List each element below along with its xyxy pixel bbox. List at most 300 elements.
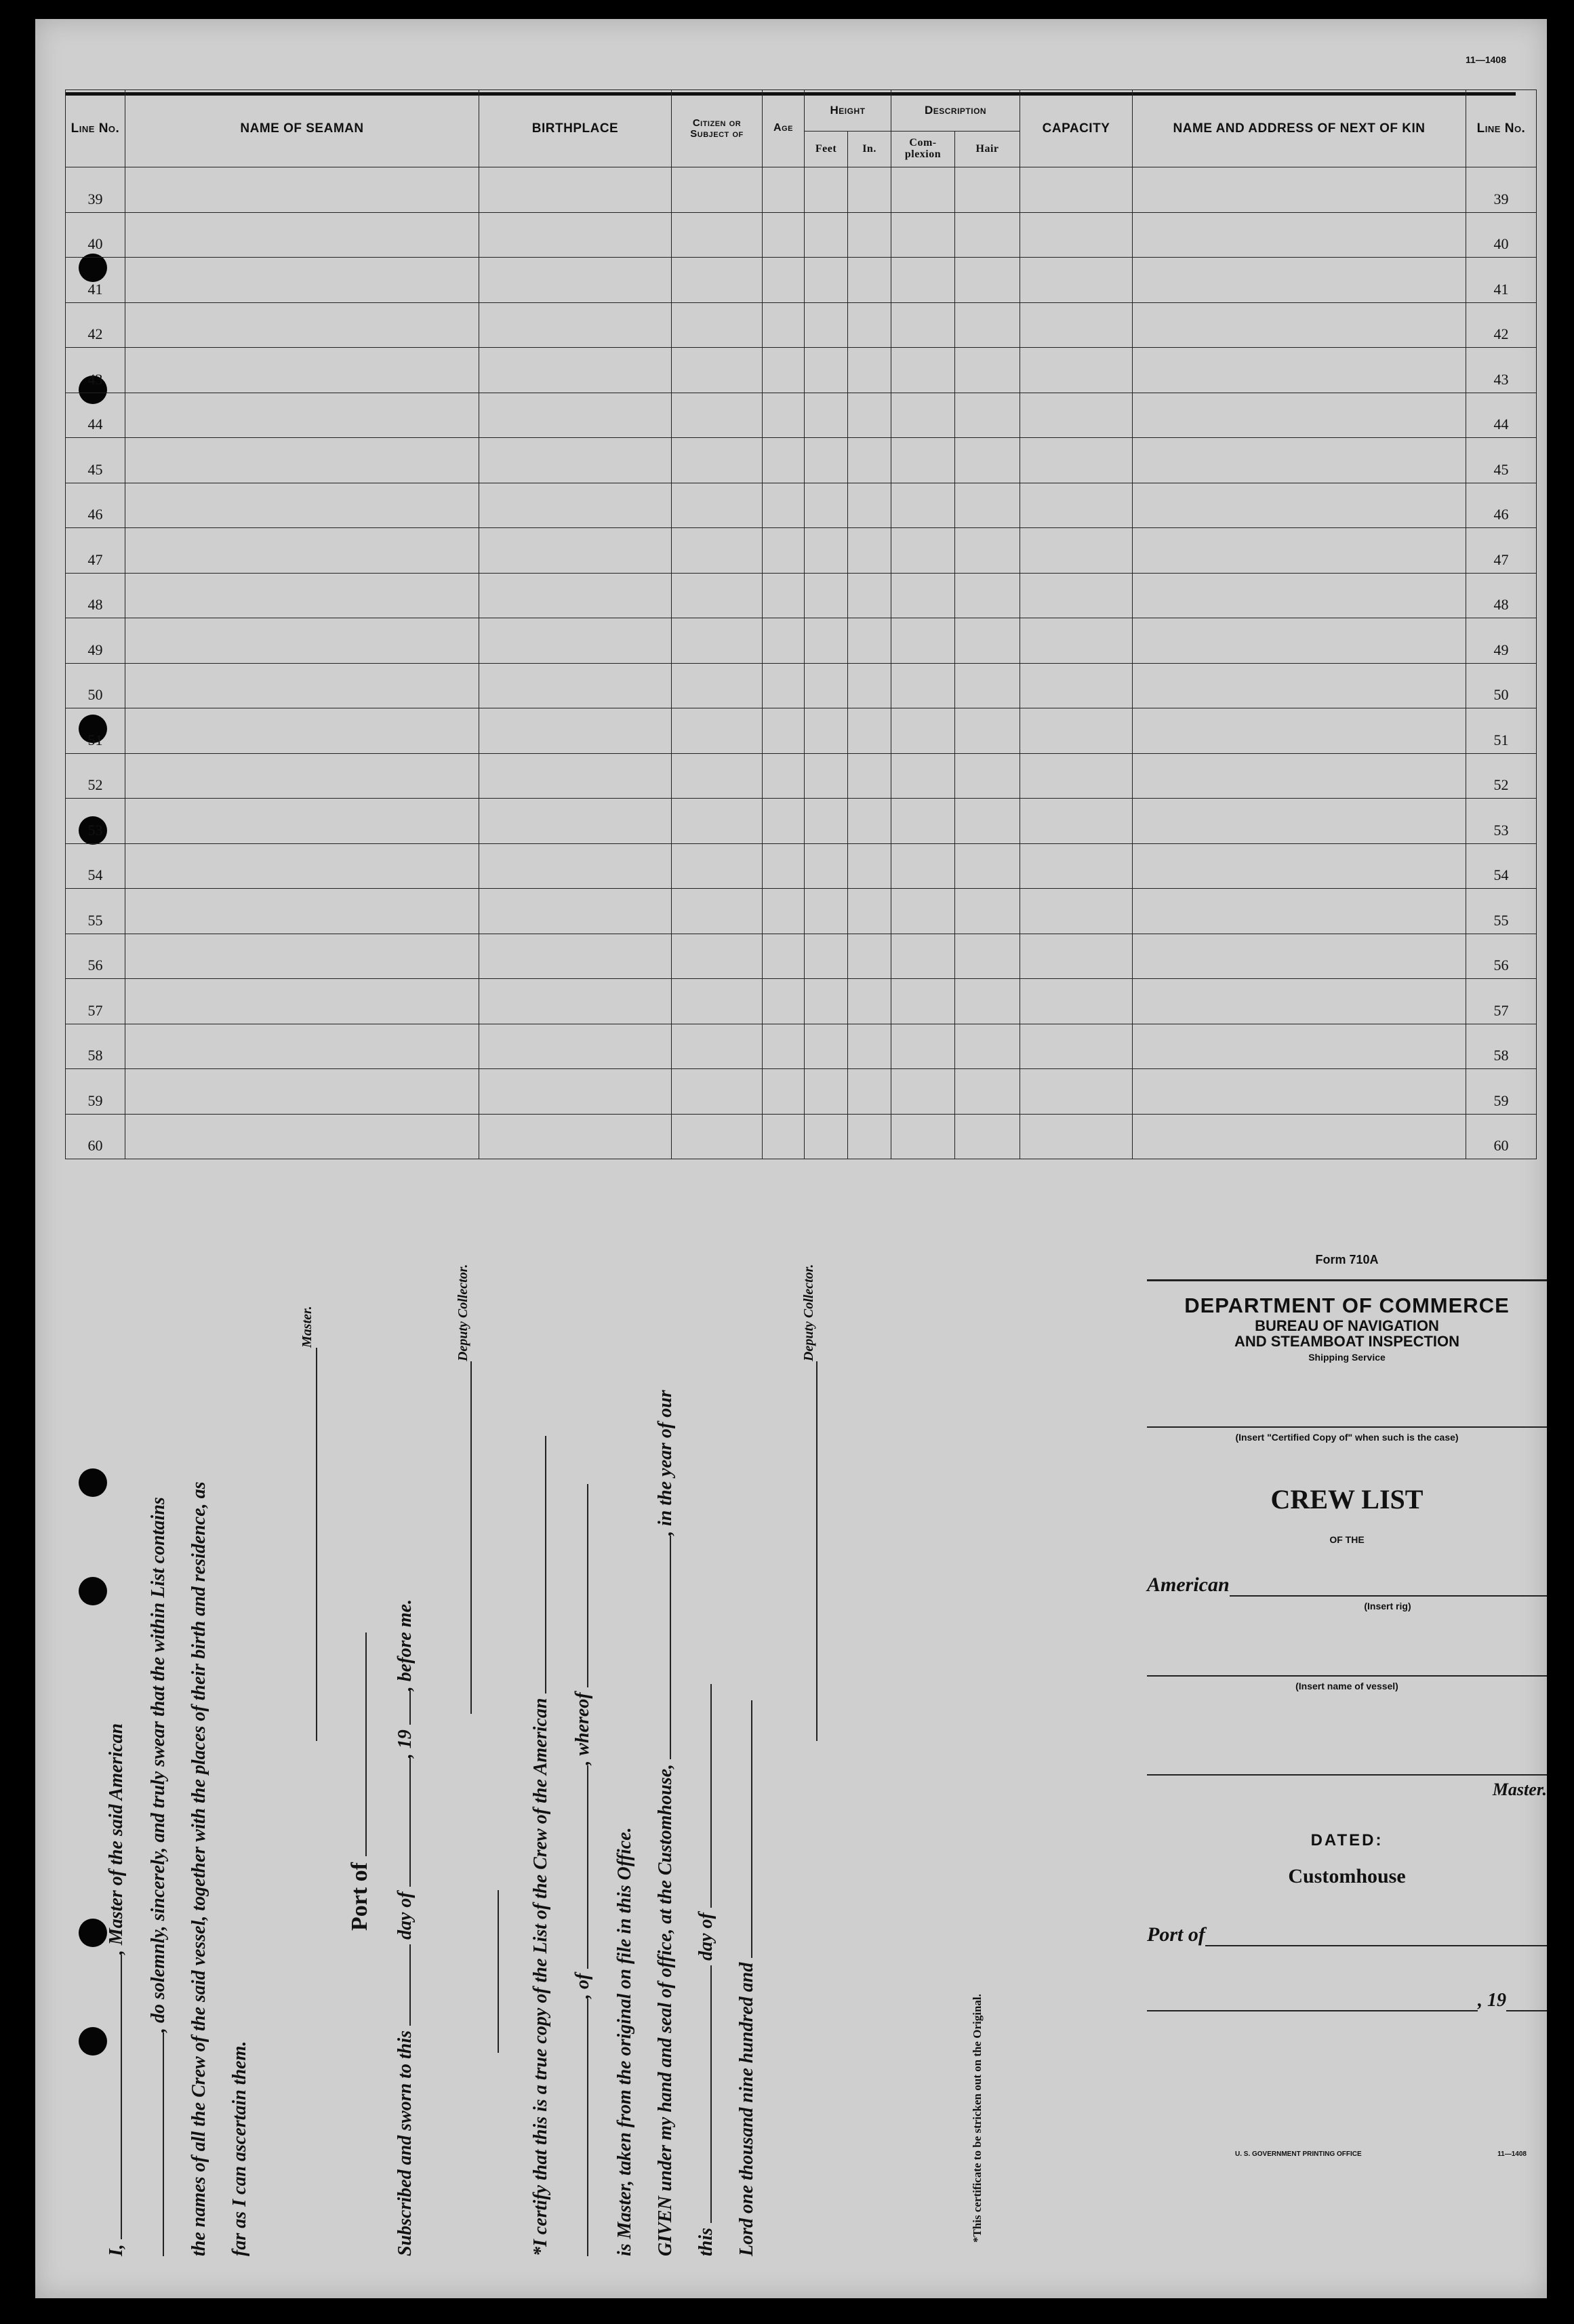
entry-cell[interactable]: [1133, 708, 1466, 754]
entry-cell[interactable]: [805, 753, 848, 799]
panel-year-blank: [1506, 1987, 1547, 2011]
entry-cell[interactable]: [672, 258, 763, 303]
line-number-right: 49: [1466, 618, 1537, 664]
customhouse-label: Customhouse: [1288, 1865, 1406, 1888]
entry-cell[interactable]: [479, 438, 672, 483]
entry-cell[interactable]: [891, 1024, 955, 1069]
entry-cell[interactable]: [1020, 212, 1133, 258]
entry-cell[interactable]: [955, 889, 1020, 934]
table-row: [66, 258, 1537, 303]
entry-cell[interactable]: [891, 212, 955, 258]
this-text-b: day of: [695, 1912, 717, 1961]
cert-text-b: , of: [572, 1973, 593, 1999]
entry-cell[interactable]: [672, 618, 763, 664]
entry-cell[interactable]: [672, 1114, 763, 1159]
entry-cell[interactable]: [763, 212, 805, 258]
entry-cell[interactable]: [891, 348, 955, 393]
entry-cell[interactable]: [1020, 167, 1133, 213]
entry-cell[interactable]: [672, 528, 763, 574]
entry-cell[interactable]: [848, 167, 891, 213]
entry-cell[interactable]: [479, 1069, 672, 1115]
entry-cell[interactable]: [763, 258, 805, 303]
entry-cell[interactable]: [763, 663, 805, 708]
entry-cell[interactable]: [848, 302, 891, 348]
entry-cell[interactable]: [672, 302, 763, 348]
entry-cell[interactable]: [955, 1114, 1020, 1159]
entry-cell[interactable]: [1020, 483, 1133, 528]
entry-cell[interactable]: [955, 708, 1020, 754]
master-label: Master.: [300, 1306, 315, 1348]
entry-cell[interactable]: [763, 1114, 805, 1159]
line-number-right: 48: [1466, 573, 1537, 618]
entry-cell[interactable]: [763, 438, 805, 483]
entry-cell[interactable]: [848, 934, 891, 979]
entry-cell[interactable]: [848, 799, 891, 844]
entry-cell[interactable]: [891, 889, 955, 934]
cert-line-2: [572, 1484, 594, 2256]
entry-cell[interactable]: [672, 843, 763, 889]
table-row: [66, 302, 1537, 348]
insert-name-note: (Insert name of vessel): [1295, 1681, 1398, 1692]
line-number-left: 43: [66, 348, 125, 393]
entry-cell[interactable]: [891, 438, 955, 483]
entry-cell[interactable]: [848, 618, 891, 664]
entry-cell[interactable]: [479, 753, 672, 799]
entry-cell[interactable]: [125, 258, 479, 303]
entry-cell[interactable]: [763, 1024, 805, 1069]
header-line-no: Line No.: [66, 90, 125, 167]
entry-cell[interactable]: [848, 1114, 891, 1159]
entry-cell[interactable]: [479, 302, 672, 348]
line-number-left: 45: [66, 438, 125, 483]
line-number-right: 54: [1466, 843, 1537, 889]
entry-cell[interactable]: [1020, 979, 1133, 1024]
header-capacity: CAPACITY: [1020, 90, 1133, 167]
entry-cell[interactable]: [479, 393, 672, 438]
entry-cell[interactable]: [891, 258, 955, 303]
entry-cell[interactable]: [955, 393, 1020, 438]
entry-cell[interactable]: [848, 979, 891, 1024]
entry-cell[interactable]: [479, 663, 672, 708]
entry-cell[interactable]: [848, 843, 891, 889]
entry-cell[interactable]: [1133, 979, 1466, 1024]
header-description: Description: [891, 90, 1020, 132]
line-number-right: 57: [1466, 979, 1537, 1024]
entry-cell[interactable]: [805, 708, 848, 754]
entry-cell[interactable]: [805, 483, 848, 528]
header-birthplace: BIRTHPLACE: [479, 90, 672, 167]
entry-cell[interactable]: [1133, 1024, 1466, 1069]
entry-cell[interactable]: [1133, 258, 1466, 303]
line-number-right: 45: [1466, 438, 1537, 483]
cert-master-blank: [572, 1484, 588, 1687]
entry-cell[interactable]: [125, 212, 479, 258]
entry-cell[interactable]: [125, 1069, 479, 1115]
entry-cell[interactable]: [955, 302, 1020, 348]
entry-cell[interactable]: [1133, 799, 1466, 844]
department-title: DEPARTMENT OF COMMERCE: [1184, 1294, 1510, 1317]
entry-cell[interactable]: [848, 258, 891, 303]
entry-cell[interactable]: [1133, 1114, 1466, 1159]
entry-cell[interactable]: [848, 573, 891, 618]
bureau-line-1: BUREAU OF NAVIGATION: [1255, 1317, 1439, 1334]
entry-cell[interactable]: [763, 1069, 805, 1115]
entry-cell[interactable]: [955, 1024, 1020, 1069]
entry-cell[interactable]: [125, 348, 479, 393]
cert-line-1: [530, 1436, 552, 2256]
crew-table-body: [66, 167, 1537, 1159]
entry-cell[interactable]: [1020, 528, 1133, 574]
entry-cell[interactable]: [805, 889, 848, 934]
entry-cell[interactable]: [848, 528, 891, 574]
port-of-label: Port of: [347, 1862, 372, 1931]
entry-cell[interactable]: [125, 573, 479, 618]
table-row: [66, 438, 1537, 483]
entry-cell[interactable]: [125, 1024, 479, 1069]
entry-cell[interactable]: [848, 889, 891, 934]
vessel-name-blank: [1147, 1652, 1547, 1677]
insert-certified-note: (Insert "Certified Copy of" when such is the case): [1235, 1432, 1459, 1443]
footer: [1235, 2150, 1527, 2158]
sworn-month-blank: [395, 1758, 411, 1887]
entry-cell[interactable]: [763, 348, 805, 393]
header-line-no-right: Line No.: [1466, 90, 1537, 167]
entry-cell[interactable]: [1020, 799, 1133, 844]
line-number-left: 44: [66, 393, 125, 438]
entry-cell[interactable]: [479, 212, 672, 258]
oath-solemnly-swear: , do solemnly, sincerely, and truly swear that the within List contains: [148, 1497, 169, 2032]
entry-cell[interactable]: [848, 483, 891, 528]
header-feet: Feet: [805, 132, 848, 167]
entry-cell[interactable]: [805, 1024, 848, 1069]
panel-master-label: Master.: [1492, 1780, 1547, 1800]
entry-cell[interactable]: [479, 708, 672, 754]
header-complexion: Com- plexion: [891, 132, 955, 167]
insert-rig-note: (Insert rig): [1364, 1601, 1411, 1612]
entry-cell[interactable]: [805, 843, 848, 889]
line-number-left: 51: [66, 708, 125, 754]
entry-cell[interactable]: [1020, 438, 1133, 483]
entry-cell[interactable]: [1133, 167, 1466, 213]
entry-cell[interactable]: [805, 167, 848, 213]
sworn-text-d: , before me.: [395, 1599, 416, 1691]
entry-cell[interactable]: [763, 979, 805, 1024]
entry-cell[interactable]: [1133, 302, 1466, 348]
entry-cell[interactable]: [479, 483, 672, 528]
entry-cell[interactable]: [672, 212, 763, 258]
this-day-line: [695, 1684, 717, 2256]
table-row: [66, 618, 1537, 664]
entry-cell[interactable]: [1020, 1114, 1133, 1159]
entry-cell[interactable]: [955, 979, 1020, 1024]
entry-cell[interactable]: [672, 1024, 763, 1069]
entry-cell[interactable]: [125, 483, 479, 528]
entry-cell[interactable]: [805, 1069, 848, 1115]
panel-port-line: [1147, 1922, 1547, 1946]
table-row: [66, 979, 1537, 1024]
crew-table: [65, 89, 1537, 1159]
entry-cell[interactable]: [955, 528, 1020, 574]
entry-cell[interactable]: [672, 1069, 763, 1115]
entry-cell[interactable]: [479, 1024, 672, 1069]
entry-cell[interactable]: [672, 979, 763, 1024]
table-row: [66, 1069, 1537, 1115]
entry-cell[interactable]: [672, 483, 763, 528]
entry-cell[interactable]: [672, 438, 763, 483]
entry-cell[interactable]: [891, 843, 955, 889]
line-number-left: 41: [66, 258, 125, 303]
entry-cell[interactable]: [763, 934, 805, 979]
entry-cell[interactable]: [805, 258, 848, 303]
entry-cell[interactable]: [763, 889, 805, 934]
certified-copy-blank: [1147, 1403, 1547, 1428]
entry-cell[interactable]: [848, 1024, 891, 1069]
line-number-left: 49: [66, 618, 125, 664]
entry-cell[interactable]: [1020, 934, 1133, 979]
entry-cell[interactable]: [763, 753, 805, 799]
entry-cell[interactable]: [805, 663, 848, 708]
entry-cell[interactable]: [479, 934, 672, 979]
entry-cell[interactable]: [1020, 258, 1133, 303]
entry-cell[interactable]: [672, 753, 763, 799]
entry-cell[interactable]: [125, 753, 479, 799]
entry-cell[interactable]: [763, 843, 805, 889]
entry-cell[interactable]: [955, 573, 1020, 618]
entry-cell[interactable]: [672, 663, 763, 708]
entry-cell[interactable]: [848, 348, 891, 393]
seal-rule: [483, 1890, 499, 2053]
entry-cell[interactable]: [125, 889, 479, 934]
entry-cell[interactable]: [891, 1069, 955, 1115]
entry-cell[interactable]: [1133, 528, 1466, 574]
entry-cell[interactable]: [763, 393, 805, 438]
entry-cell[interactable]: [763, 167, 805, 213]
entry-cell[interactable]: [955, 934, 1020, 979]
panel-port-blank: [1205, 1922, 1547, 1946]
crew-list-title: CREW LIST: [1270, 1484, 1424, 1515]
entry-cell[interactable]: [805, 979, 848, 1024]
entry-cell[interactable]: [125, 302, 479, 348]
entry-cell[interactable]: [479, 889, 672, 934]
entry-cell[interactable]: [891, 302, 955, 348]
entry-cell[interactable]: [479, 528, 672, 574]
crew-table-area: [65, 89, 1526, 1154]
entry-cell[interactable]: [479, 799, 672, 844]
entry-cell[interactable]: [955, 258, 1020, 303]
table-row: [66, 663, 1537, 708]
entry-cell[interactable]: [672, 348, 763, 393]
entry-cell[interactable]: [848, 663, 891, 708]
entry-cell[interactable]: [891, 708, 955, 754]
entry-cell[interactable]: [479, 167, 672, 213]
entry-cell[interactable]: [1133, 393, 1466, 438]
entry-cell[interactable]: [479, 348, 672, 393]
entry-cell[interactable]: [1020, 889, 1133, 934]
line-number-right: 46: [1466, 483, 1537, 528]
line-number-right: 60: [1466, 1114, 1537, 1159]
entry-cell[interactable]: [479, 573, 672, 618]
line-number-right: 58: [1466, 1024, 1537, 1069]
table-row: [66, 708, 1537, 754]
oath-master-of-american: , Master of the said American: [106, 1723, 127, 1955]
entry-cell[interactable]: [763, 708, 805, 754]
entry-cell[interactable]: [125, 438, 479, 483]
entry-cell[interactable]: [1133, 663, 1466, 708]
entry-cell[interactable]: [1133, 843, 1466, 889]
entry-cell[interactable]: [955, 753, 1020, 799]
entry-cell[interactable]: [1020, 348, 1133, 393]
line-number-left: 54: [66, 843, 125, 889]
entry-cell[interactable]: [805, 1114, 848, 1159]
entry-cell[interactable]: [763, 799, 805, 844]
entry-cell[interactable]: [763, 528, 805, 574]
entry-cell[interactable]: [1020, 663, 1133, 708]
entry-cell[interactable]: [125, 934, 479, 979]
entry-cell[interactable]: [955, 483, 1020, 528]
entry-cell[interactable]: [1133, 889, 1466, 934]
table-row: [66, 843, 1537, 889]
entry-cell[interactable]: [805, 302, 848, 348]
entry-cell[interactable]: [955, 843, 1020, 889]
entry-cell[interactable]: [891, 934, 955, 979]
entry-cell[interactable]: [891, 979, 955, 1024]
entry-cell[interactable]: [891, 799, 955, 844]
line-number-right: 53: [1466, 799, 1537, 844]
american-label: American: [1147, 1574, 1230, 1597]
oath-line-3: the names of all the Crew of the said vessel, together with the places of their birth and residence, as: [188, 1481, 209, 2256]
entry-cell[interactable]: [125, 708, 479, 754]
entry-cell[interactable]: [125, 167, 479, 213]
entry-cell[interactable]: [125, 1114, 479, 1159]
sworn-text-b: day of: [395, 1891, 416, 1940]
entry-cell[interactable]: [805, 573, 848, 618]
entry-cell[interactable]: [672, 573, 763, 618]
entry-cell[interactable]: [1133, 753, 1466, 799]
entry-cell[interactable]: [891, 483, 955, 528]
entry-cell[interactable]: [891, 753, 955, 799]
entry-cell[interactable]: [805, 528, 848, 574]
entry-cell[interactable]: [955, 618, 1020, 664]
form-code-top: 11—1408: [1466, 54, 1506, 65]
entry-cell[interactable]: [805, 212, 848, 258]
entry-cell[interactable]: [1020, 393, 1133, 438]
entry-cell[interactable]: [955, 212, 1020, 258]
entry-cell[interactable]: [125, 799, 479, 844]
entry-cell[interactable]: [479, 979, 672, 1024]
entry-cell[interactable]: [1133, 1069, 1466, 1115]
entry-cell[interactable]: [1133, 483, 1466, 528]
entry-cell[interactable]: [805, 618, 848, 664]
entry-cell[interactable]: [848, 438, 891, 483]
entry-cell[interactable]: [1020, 753, 1133, 799]
entry-cell[interactable]: [805, 934, 848, 979]
entry-cell[interactable]: [1020, 618, 1133, 664]
entry-cell[interactable]: [672, 708, 763, 754]
entry-cell[interactable]: [891, 618, 955, 664]
header-age: Age: [763, 90, 805, 167]
line-number-left: 55: [66, 889, 125, 934]
entry-cell[interactable]: [891, 528, 955, 574]
entry-cell[interactable]: [763, 573, 805, 618]
entry-cell[interactable]: [125, 663, 479, 708]
entry-cell[interactable]: [1133, 348, 1466, 393]
table-row: [66, 167, 1537, 213]
entry-cell[interactable]: [763, 618, 805, 664]
entry-cell[interactable]: [848, 212, 891, 258]
entry-cell[interactable]: [125, 528, 479, 574]
entry-cell[interactable]: [479, 258, 672, 303]
entry-cell[interactable]: [763, 302, 805, 348]
line-number-left: 46: [66, 483, 125, 528]
entry-cell[interactable]: [1020, 302, 1133, 348]
entry-cell[interactable]: [763, 483, 805, 528]
entry-cell[interactable]: [891, 1114, 955, 1159]
oath-line-2: [148, 1497, 169, 2256]
entry-cell[interactable]: [848, 708, 891, 754]
entry-cell[interactable]: [891, 393, 955, 438]
entry-cell[interactable]: [672, 393, 763, 438]
entry-cell[interactable]: [125, 843, 479, 889]
entry-cell[interactable]: [805, 393, 848, 438]
entry-cell[interactable]: [805, 799, 848, 844]
entry-cell[interactable]: [955, 167, 1020, 213]
entry-cell[interactable]: [672, 889, 763, 934]
entry-cell[interactable]: [1020, 708, 1133, 754]
entry-cell[interactable]: [479, 1114, 672, 1159]
panel-year-label: , 19: [1478, 1990, 1506, 2011]
entry-cell[interactable]: [891, 167, 955, 213]
entry-cell[interactable]: [1133, 573, 1466, 618]
entry-cell[interactable]: [848, 1069, 891, 1115]
line-number-right: 51: [1466, 708, 1537, 754]
entry-cell[interactable]: [672, 934, 763, 979]
entry-cell[interactable]: [1133, 438, 1466, 483]
entry-cell[interactable]: [848, 393, 891, 438]
entry-cell[interactable]: [125, 393, 479, 438]
entry-cell[interactable]: [1020, 843, 1133, 889]
entry-cell[interactable]: [955, 663, 1020, 708]
entry-cell[interactable]: [955, 438, 1020, 483]
entry-cell[interactable]: [479, 843, 672, 889]
entry-cell[interactable]: [1133, 212, 1466, 258]
entry-cell[interactable]: [479, 618, 672, 664]
entry-cell[interactable]: [1020, 573, 1133, 618]
entry-cell[interactable]: [891, 663, 955, 708]
entry-cell[interactable]: [955, 348, 1020, 393]
header-citizen-or-subject: Citizen or Subject of: [672, 90, 763, 167]
entry-cell[interactable]: [125, 618, 479, 664]
entry-cell[interactable]: [672, 799, 763, 844]
entry-cell[interactable]: [955, 1069, 1020, 1115]
line-number-left: 52: [66, 753, 125, 799]
footer-code: 11—1408: [1497, 2150, 1527, 2158]
entry-cell[interactable]: [1133, 618, 1466, 664]
entry-cell[interactable]: [125, 979, 479, 1024]
this-day-blank: [695, 1965, 712, 2223]
entry-cell[interactable]: [891, 573, 955, 618]
entry-cell[interactable]: [1020, 1024, 1133, 1069]
punch-hole: [79, 1919, 107, 1947]
entry-cell[interactable]: [672, 167, 763, 213]
entry-cell[interactable]: [848, 753, 891, 799]
entry-cell[interactable]: [955, 799, 1020, 844]
master-signature-line: [301, 1348, 317, 1741]
entry-cell[interactable]: [805, 348, 848, 393]
line-number-right: 39: [1466, 167, 1537, 213]
entry-cell[interactable]: [805, 438, 848, 483]
entry-cell[interactable]: [1133, 934, 1466, 979]
entry-cell[interactable]: [1020, 1069, 1133, 1115]
